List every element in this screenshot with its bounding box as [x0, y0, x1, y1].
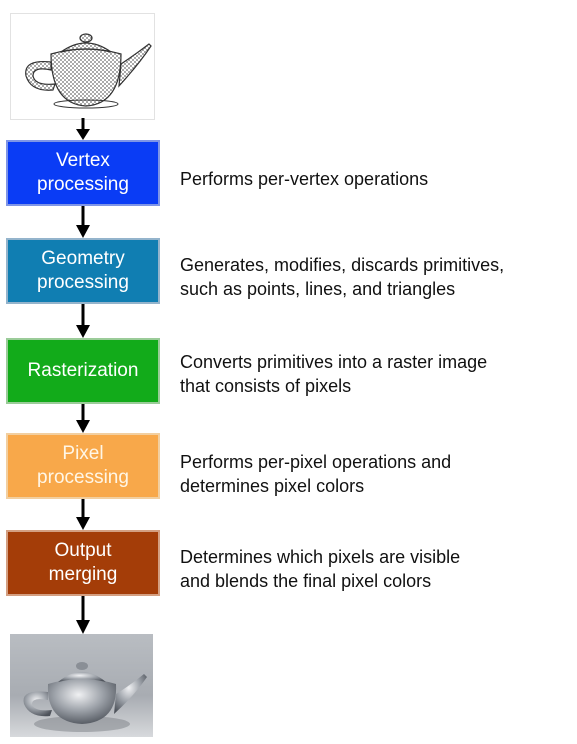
stage-geometry-processing: Geometry processing	[6, 238, 160, 304]
stage-output-merging: Output merging	[6, 530, 160, 596]
stage-description: Generates, modifies, discards primitives, such as points, lines, and triangles	[180, 255, 505, 299]
stage-vertex-processing: Vertex processing	[6, 140, 160, 206]
wireframe-teapot-image	[10, 13, 155, 120]
rendered-teapot-image	[10, 634, 153, 737]
stage-description: Performs per-vertex operations	[180, 169, 429, 189]
flow-arrow	[75, 118, 91, 140]
stage-rasterization: Rasterization	[6, 338, 160, 404]
stage-description: Converts primitives into a raster image that consists of pixels	[180, 352, 488, 396]
stage-description: Determines which pixels are visible and blends the final pixel colors	[180, 547, 461, 591]
flow-arrow	[75, 499, 91, 530]
stage-description: Performs per-pixel operations and determines pixel colors	[180, 452, 452, 496]
flow-arrow	[75, 404, 91, 433]
flow-arrow	[75, 206, 91, 238]
flow-arrow	[75, 304, 91, 338]
stage-pixel-processing: Pixel processing	[6, 433, 160, 499]
flow-arrow	[75, 596, 91, 634]
